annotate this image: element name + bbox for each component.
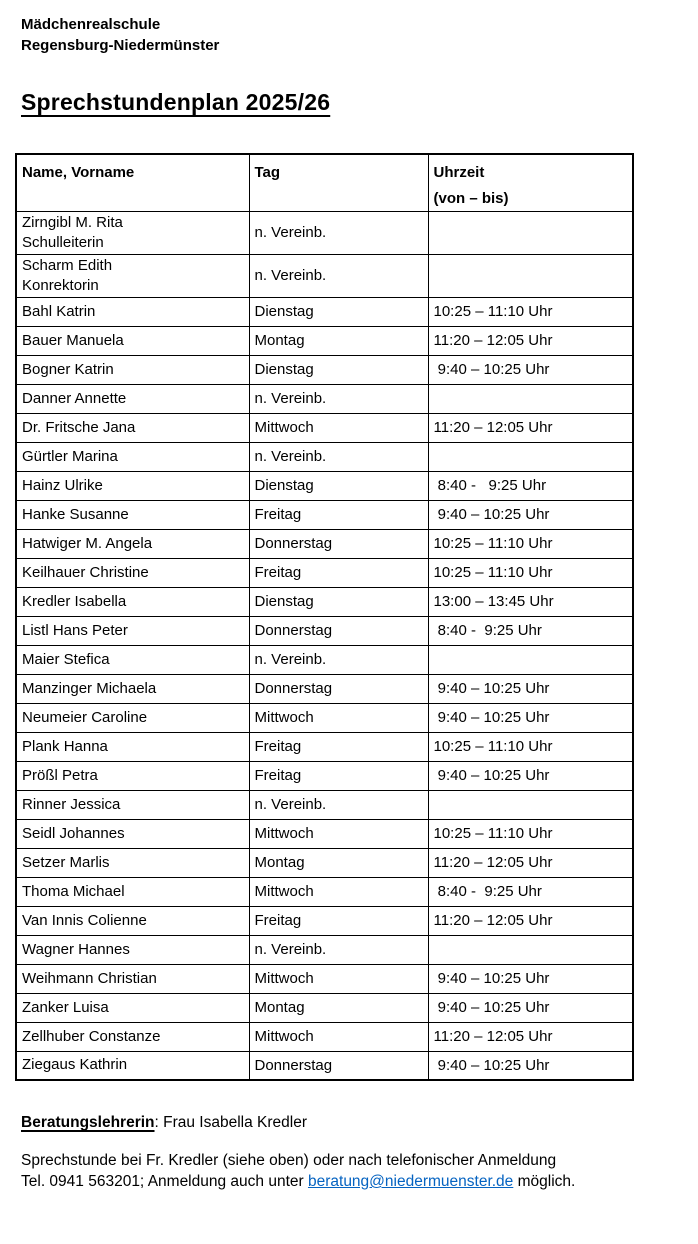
day-cell: n. Vereinb. — [249, 790, 428, 819]
table-row — [16, 616, 633, 645]
teacher-name: Bahl Katrin — [22, 302, 96, 320]
table-row — [16, 254, 633, 297]
teacher-name: Seidl Johannes — [22, 824, 125, 842]
time-cell: 9:40 – 10:25 Uhr — [428, 355, 633, 384]
column-header-time-main: Uhrzeit — [433, 164, 485, 181]
time-cell: 10:25 – 11:10 Uhr — [428, 558, 633, 587]
day-cell: n. Vereinb. — [249, 442, 428, 471]
table-row — [16, 819, 633, 848]
teacher-name: Maier Stefica — [22, 650, 110, 668]
teacher-name: Dr. Fritsche Jana — [22, 418, 136, 436]
name-cell — [16, 529, 249, 558]
table-row — [16, 674, 633, 703]
teacher-name: Gürtler Marina — [22, 447, 118, 465]
name-cell — [16, 993, 249, 1022]
teacher-name: Listl Hans Peter — [22, 621, 128, 639]
teacher-name: Weihmann Christian — [22, 969, 157, 987]
table-row — [16, 384, 633, 413]
name-cell — [16, 964, 249, 993]
note-line2-after: möglich. — [513, 1173, 576, 1190]
name-cell — [16, 442, 249, 471]
teacher-name: Wagner Hannes — [22, 940, 130, 958]
time-cell: 11:20 – 12:05 Uhr — [428, 848, 633, 877]
teacher-name: Bauer Manuela — [22, 331, 124, 349]
time-cell: 11:20 – 12:05 Uhr — [428, 326, 633, 355]
page-title: Sprechstundenplan 2025/26 — [21, 89, 331, 115]
table-row — [16, 935, 633, 964]
day-cell: n. Vereinb. — [249, 254, 428, 297]
day-cell: n. Vereinb. — [249, 935, 428, 964]
table-header-row — [16, 154, 633, 211]
time-cell: 11:20 – 12:05 Uhr — [428, 906, 633, 935]
note-line2-before: Tel. 0941 563201; Anmeldung auch unter — [21, 1173, 308, 1190]
day-cell: Freitag — [249, 906, 428, 935]
table-row — [16, 964, 633, 993]
column-header-time — [428, 154, 633, 211]
time-cell: 13:00 – 13:45 Uhr — [428, 587, 633, 616]
table-row — [16, 906, 633, 935]
day-cell: Donnerstag — [249, 529, 428, 558]
table-row — [16, 413, 633, 442]
day-cell: Dienstag — [249, 471, 428, 500]
teacher-name: Zanker Luisa — [22, 998, 109, 1016]
time-cell: 10:25 – 11:10 Uhr — [428, 529, 633, 558]
time-cell — [428, 442, 633, 471]
school-name-line2: Regensburg-Niedermünster — [21, 37, 220, 54]
name-cell — [16, 935, 249, 964]
email-link[interactable]: beratung@niedermuenster.de — [307, 1173, 514, 1190]
name-cell — [16, 326, 249, 355]
name-cell — [16, 355, 249, 384]
day-cell: Freitag — [249, 732, 428, 761]
table-row — [16, 471, 633, 500]
day-cell: Mittwoch — [249, 1022, 428, 1051]
time-cell: 9:40 – 10:25 Uhr — [428, 964, 633, 993]
day-cell: n. Vereinb. — [249, 384, 428, 413]
advisor-line — [21, 1112, 678, 1133]
table-row — [16, 442, 633, 471]
teacher-name: Hanke Susanne — [22, 505, 129, 523]
teacher-name: Zirngibl M. Rita — [22, 213, 123, 231]
name-cell — [16, 471, 249, 500]
day-cell: Freitag — [249, 558, 428, 587]
table-row — [16, 326, 633, 355]
teacher-name: Rinner Jessica — [22, 795, 121, 813]
name-cell — [16, 790, 249, 819]
teacher-role: Konrektorin — [22, 276, 99, 294]
table-row — [16, 355, 633, 384]
time-cell — [428, 790, 633, 819]
name-cell — [16, 645, 249, 674]
day-cell: Dienstag — [249, 587, 428, 616]
table-row — [16, 877, 633, 906]
day-cell: n. Vereinb. — [249, 211, 428, 254]
teacher-name: Scharm Edith — [22, 256, 113, 274]
table-row — [16, 790, 633, 819]
name-cell — [16, 587, 249, 616]
table-row — [16, 297, 633, 326]
day-cell: Mittwoch — [249, 413, 428, 442]
time-cell: 10:25 – 11:10 Uhr — [428, 732, 633, 761]
name-cell — [16, 616, 249, 645]
time-cell: 8:40 - 9:25 Uhr — [428, 471, 633, 500]
day-cell: Donnerstag — [249, 1051, 428, 1080]
note-paragraph — [21, 1150, 678, 1192]
day-cell: Montag — [249, 326, 428, 355]
school-name — [21, 14, 678, 56]
table-row — [16, 703, 633, 732]
schedule-table-body — [16, 211, 633, 1080]
teacher-name: Prößl Petra — [22, 766, 98, 784]
table-row — [16, 500, 633, 529]
day-cell: Mittwoch — [249, 877, 428, 906]
name-cell — [16, 877, 249, 906]
day-cell: Freitag — [249, 761, 428, 790]
teacher-name: Neumeier Caroline — [22, 708, 148, 726]
teacher-name: Plank Hanna — [22, 737, 108, 755]
name-cell — [16, 254, 249, 297]
table-row — [16, 1051, 633, 1080]
teacher-name: Hainz Ulrike — [22, 476, 103, 494]
time-cell — [428, 211, 633, 254]
name-cell — [16, 1051, 249, 1080]
table-row — [16, 848, 633, 877]
name-cell — [16, 500, 249, 529]
day-cell: Mittwoch — [249, 819, 428, 848]
name-cell — [16, 761, 249, 790]
name-cell — [16, 211, 249, 254]
time-cell: 9:40 – 10:25 Uhr — [428, 761, 633, 790]
time-cell: 10:25 – 11:10 Uhr — [428, 297, 633, 326]
time-cell: 9:40 – 10:25 Uhr — [428, 993, 633, 1022]
table-row — [16, 211, 633, 254]
day-cell: Donnerstag — [249, 674, 428, 703]
time-cell: 9:40 – 10:25 Uhr — [428, 500, 633, 529]
teacher-name: Bogner Katrin — [22, 360, 114, 378]
name-cell — [16, 297, 249, 326]
teacher-name: Ziegaus Kathrin — [22, 1056, 128, 1074]
time-cell: 11:20 – 12:05 Uhr — [428, 1022, 633, 1051]
table-row — [16, 645, 633, 674]
table-row — [16, 993, 633, 1022]
teacher-name: Zellhuber Constanze — [22, 1027, 161, 1045]
table-row — [16, 529, 633, 558]
time-cell: 9:40 – 10:25 Uhr — [428, 703, 633, 732]
name-cell — [16, 1022, 249, 1051]
column-header-name: Name, Vorname — [16, 154, 249, 211]
teacher-name: Hatwiger M. Angela — [22, 534, 153, 552]
name-cell — [16, 674, 249, 703]
teacher-name: Kredler Isabella — [22, 592, 127, 610]
day-cell: Freitag — [249, 500, 428, 529]
teacher-name: Setzer Marlis — [22, 853, 110, 871]
teacher-name: Danner Annette — [22, 389, 127, 407]
time-cell — [428, 935, 633, 964]
table-row — [16, 1022, 633, 1051]
day-cell: Donnerstag — [249, 616, 428, 645]
teacher-name: Thoma Michael — [22, 882, 125, 900]
name-cell — [16, 558, 249, 587]
time-cell: 8:40 - 9:25 Uhr — [428, 616, 633, 645]
day-cell: Montag — [249, 848, 428, 877]
name-cell — [16, 819, 249, 848]
column-header-time-sub: (von – bis) — [433, 190, 509, 207]
name-cell — [16, 848, 249, 877]
schedule-table — [15, 153, 634, 1081]
name-cell — [16, 413, 249, 442]
day-cell: n. Vereinb. — [249, 645, 428, 674]
name-cell — [16, 906, 249, 935]
teacher-role: Schulleiterin — [22, 233, 104, 251]
advisor-label: Beratungslehrerin — [21, 1114, 155, 1131]
time-cell — [428, 254, 633, 297]
teacher-name: Van Innis Colienne — [22, 911, 147, 929]
advisor-value: : Frau Isabella Kredler — [154, 1114, 308, 1131]
teacher-name: Manzinger Michaela — [22, 679, 157, 697]
table-row — [16, 558, 633, 587]
name-cell — [16, 732, 249, 761]
day-cell: Dienstag — [249, 355, 428, 384]
column-header-day: Tag — [249, 154, 428, 211]
name-cell — [16, 384, 249, 413]
note-line1: Sprechstunde bei Fr. Kredler (siehe oben) oder nach telefonischer Anmeldung — [21, 1152, 557, 1169]
time-cell: 11:20 – 12:05 Uhr — [428, 413, 633, 442]
time-cell — [428, 384, 633, 413]
day-cell: Mittwoch — [249, 964, 428, 993]
day-cell: Mittwoch — [249, 703, 428, 732]
time-cell — [428, 645, 633, 674]
teacher-name: Keilhauer Christine — [22, 563, 149, 581]
table-row — [16, 761, 633, 790]
school-name-line1: Mädchenrealschule — [21, 16, 161, 33]
table-row — [16, 732, 633, 761]
table-row — [16, 587, 633, 616]
day-cell: Montag — [249, 993, 428, 1022]
time-cell: 9:40 – 10:25 Uhr — [428, 1051, 633, 1080]
time-cell: 10:25 – 11:10 Uhr — [428, 819, 633, 848]
time-cell: 9:40 – 10:25 Uhr — [428, 674, 633, 703]
time-cell: 8:40 - 9:25 Uhr — [428, 877, 633, 906]
day-cell: Dienstag — [249, 297, 428, 326]
name-cell — [16, 703, 249, 732]
